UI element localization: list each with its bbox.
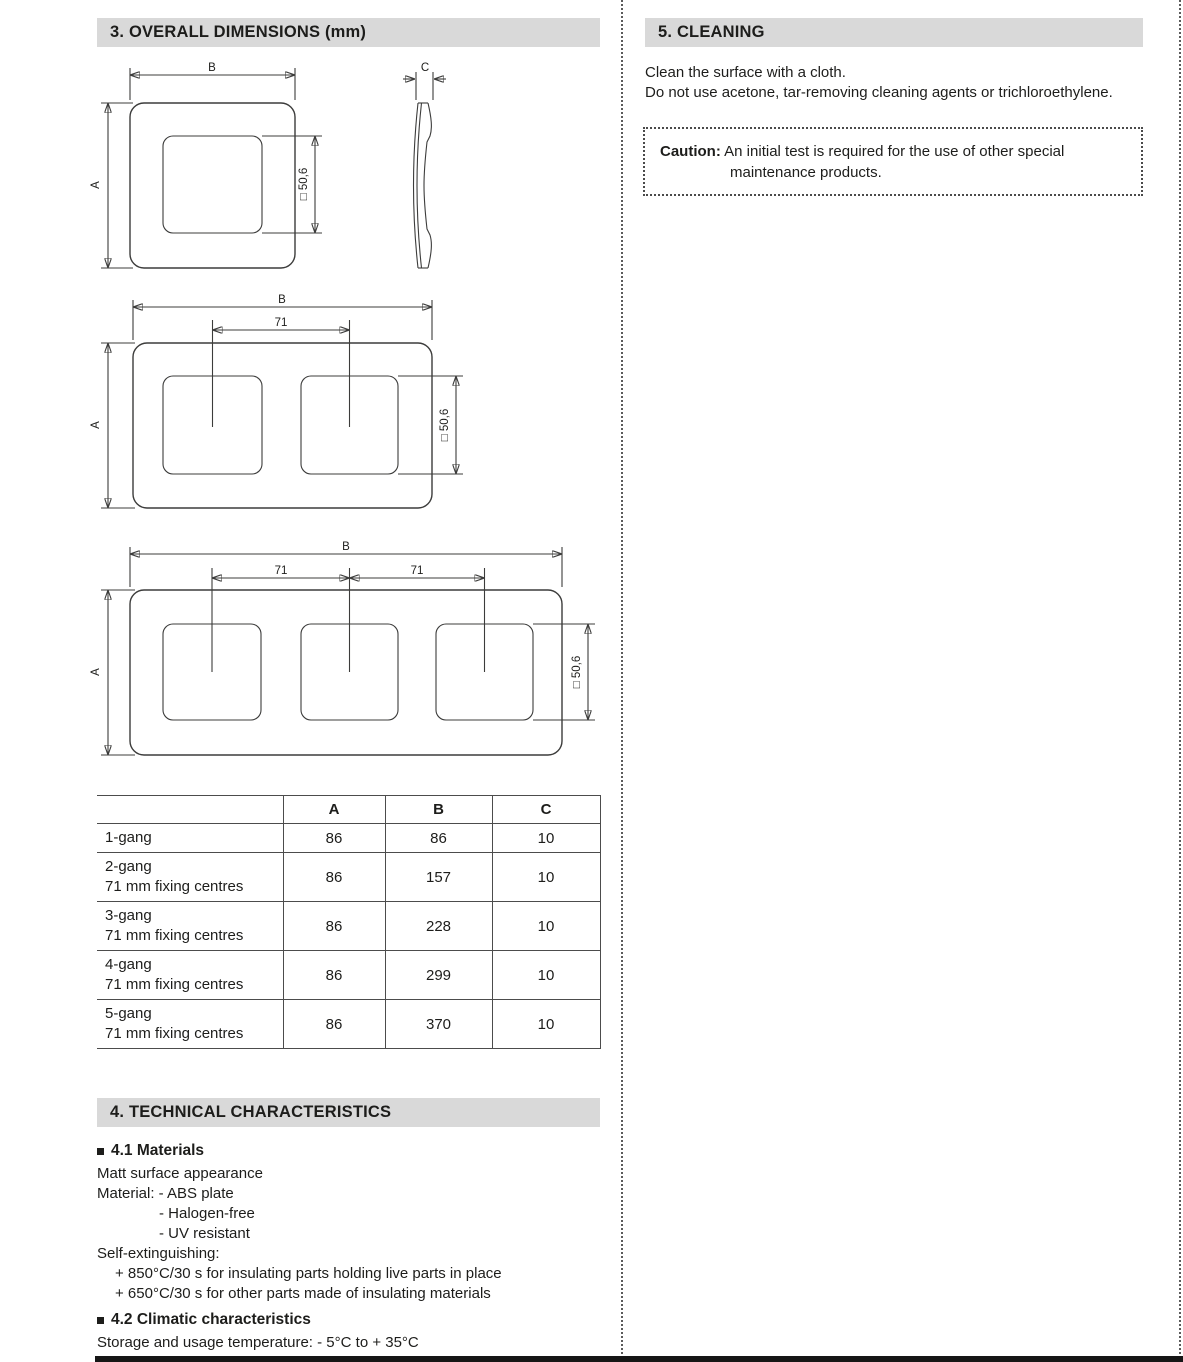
row-sublabel: 71 mm fixing centres — [105, 927, 244, 944]
materials-line: Matt surface appearance — [97, 1165, 263, 1182]
section-header-technical-characteristics: 4. TECHNICAL CHARACTERISTICS — [97, 1098, 600, 1127]
dim-label-centres: 71 — [274, 565, 288, 577]
dim-label-a: A — [90, 421, 102, 429]
materials-title-text: 4.1 Materials — [111, 1142, 205, 1159]
two-gang-plate-drawing — [85, 292, 515, 517]
materials-line: - UV resistant — [159, 1225, 250, 1242]
materials-line: Material: - ABS plate — [97, 1185, 234, 1202]
row-sublabel: 71 mm fixing centres — [105, 878, 244, 895]
value-b: 299 — [385, 951, 492, 1000]
dim-label-b: B — [342, 541, 350, 553]
row-label: 5-gang — [105, 1005, 152, 1022]
section-header-overall-dimensions: 3. OVERALL DIMENSIONS (mm) — [97, 18, 600, 47]
section-header-cleaning: 5. CLEANING — [645, 18, 1143, 47]
dim-label-a: A — [90, 181, 102, 189]
caution-box — [643, 127, 1143, 196]
col-header-a: A — [283, 796, 385, 824]
row-sublabel: 71 mm fixing centres — [105, 976, 244, 993]
table-header-row — [97, 796, 600, 824]
value-c: 10 — [492, 902, 600, 951]
row-label: 1-gang — [105, 829, 152, 846]
dim-label-window: □ 50,6 — [571, 655, 583, 689]
value-c: 10 — [492, 824, 600, 853]
climatic-title — [97, 1311, 311, 1329]
plate-window — [163, 136, 262, 233]
value-a: 86 — [283, 1000, 385, 1049]
table-corner-cell — [97, 796, 283, 824]
page-edge-divider — [1179, 0, 1181, 1362]
value-a: 86 — [283, 902, 385, 951]
square-bullet-icon — [97, 1148, 104, 1155]
table-row — [97, 824, 600, 853]
materials-line: Self-extinguishing: — [97, 1245, 220, 1262]
value-b: 370 — [385, 1000, 492, 1049]
materials-title — [97, 1142, 204, 1160]
dim-label-centres: 71 — [410, 565, 424, 577]
table-row — [97, 951, 600, 1000]
three-gang-plate-drawing — [85, 538, 630, 766]
table-row — [97, 1000, 600, 1049]
materials-line: - Halogen-free — [159, 1205, 255, 1222]
dim-label-b: B — [278, 294, 286, 306]
row-label: 2-gang — [105, 858, 152, 875]
materials-line: + 650°C/30 s for other parts made of insulating materials — [115, 1285, 491, 1302]
one-gang-plate-drawing — [85, 58, 465, 286]
value-b: 228 — [385, 902, 492, 951]
value-a: 86 — [283, 951, 385, 1000]
value-b: 157 — [385, 853, 492, 902]
col-header-c: C — [492, 796, 600, 824]
dim-label-window: □ 50,6 — [298, 167, 310, 201]
row-sublabel: 71 mm fixing centres — [105, 1025, 244, 1042]
table-row — [97, 853, 600, 902]
value-a: 86 — [283, 824, 385, 853]
dim-label-b: B — [208, 62, 216, 74]
square-bullet-icon — [97, 1317, 104, 1324]
dim-label-a: A — [90, 668, 102, 676]
climatic-line: Storage and usage temperature: - 5°C to + 35°C — [97, 1334, 419, 1351]
dim-label-centres: 71 — [274, 317, 288, 329]
cleaning-line: Clean the surface with a cloth. — [645, 64, 846, 81]
caution-label: Caution: — [660, 143, 721, 160]
caution-text-line1: An initial test is required for the use of other special — [724, 143, 1065, 160]
plate-outline — [133, 343, 432, 508]
value-c: 10 — [492, 951, 600, 1000]
materials-line: + 850°C/30 s for insulating parts holding live parts in place — [115, 1265, 502, 1282]
dim-label-window: □ 50,6 — [439, 408, 451, 442]
row-label: 3-gang — [105, 907, 152, 924]
dimensions-table — [97, 795, 601, 1049]
value-a: 86 — [283, 853, 385, 902]
dim-label-c: C — [420, 62, 430, 74]
plate-outline — [130, 590, 562, 755]
col-header-b: B — [385, 796, 492, 824]
value-b: 86 — [385, 824, 492, 853]
row-label: 4-gang — [105, 956, 152, 973]
value-c: 10 — [492, 853, 600, 902]
value-c: 10 — [492, 1000, 600, 1049]
table-row — [97, 902, 600, 951]
climatic-title-text: 4.2 Climatic characteristics — [111, 1311, 311, 1328]
plate-outline — [130, 103, 295, 268]
footer-rule — [95, 1356, 1183, 1362]
cleaning-line: Do not use acetone, tar-removing cleaning agents or trichloroethylene. — [645, 84, 1113, 101]
caution-text-line2: maintenance products. — [730, 164, 882, 181]
